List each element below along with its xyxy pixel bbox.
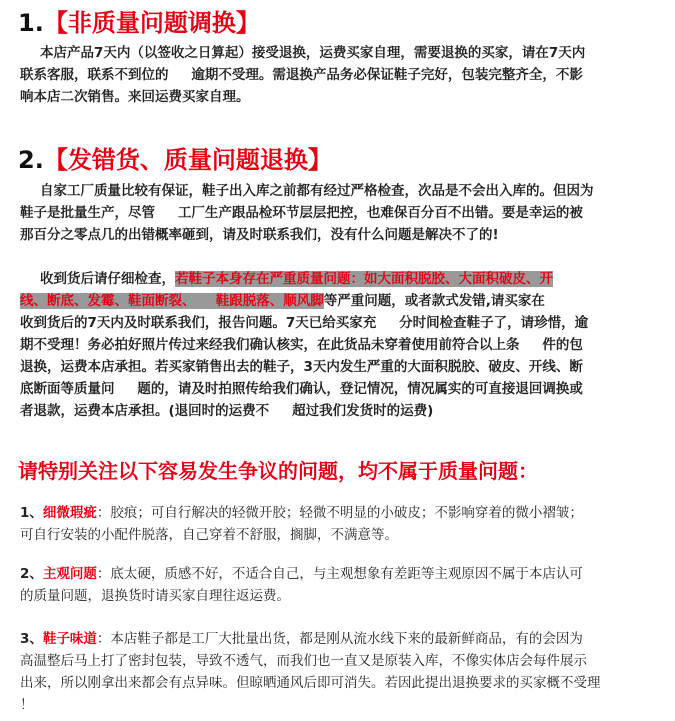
item-shoe-odor xyxy=(20,628,660,716)
section2-line: 那百分之零点几的出错概率砸到，请及时联系我们，没有什么问题是解决不了的! xyxy=(20,227,499,243)
item-text: ：底太硬，质感不好，不适合自己，与主观想象有差距等主观原因不属于本店认可 xyxy=(96,566,583,582)
section2-line: 者退款，运费本店承担。(退回时的运费不 超过我们发货时的运费) xyxy=(20,403,434,419)
item-minor-flaws xyxy=(20,502,660,546)
section2-number: 2. xyxy=(18,146,44,174)
section2-line: 底断面等质量问 题的，请及时拍照传给我们确认，登记情况，情况属实的可直接退回调换或 xyxy=(20,381,583,397)
section2-line: 期不受理！务必拍好照片传过来经我们确认核实，在此货品未穿着使用前符合以上条 件的包 xyxy=(20,337,583,353)
highlight-quality-defects-cont: 线、断底、发霉、鞋面断裂、 鞋跟脱落、顺风脚 xyxy=(20,293,324,309)
section1-title: 【非质量问题调换】 xyxy=(43,9,260,37)
highlight-quality-defects: 若鞋子本身存在严重质量问题：如大面积脱胶、大面积破皮、开 xyxy=(175,271,553,287)
dispute-notice-banner: 请特别关注以下容易发生争议的问题，均不属于质量问题： xyxy=(18,459,538,483)
contact-text: ,请买家在 xyxy=(485,293,545,309)
item-line xyxy=(20,502,660,524)
item-line: 高温整后马上打了密封包装，导致不透气，而我们也一直又是原装入库，不像实体店会每件展示 xyxy=(20,653,587,669)
item-line xyxy=(20,628,660,650)
section1-number: 1. xyxy=(18,9,44,37)
item-index: 2、 xyxy=(20,566,43,582)
section2-paragraph-1 xyxy=(20,180,660,246)
intro-text: 收到货后请仔细检查， xyxy=(40,271,175,287)
section2-title: 【发错货、质量问题退换】 xyxy=(43,146,332,174)
item-text: ：胶痕；可自行解决的轻微开胶；轻微不明显的小破皮；不影响穿着的微小褶皱； xyxy=(96,505,583,521)
item-line xyxy=(20,563,660,585)
section2-line xyxy=(20,268,660,290)
item-label: 鞋子味道 xyxy=(42,631,97,647)
section2-heading xyxy=(18,145,332,175)
section2-line: 收到货后的7天内及时联系我们，报告问题。7天已给买家充 分时间检查鞋子了，请珍惜，逾 xyxy=(20,315,589,331)
item-line: 出来，所以刚拿出来都会有点异味。但晾晒通风后即可消失。若因此提出退换要求的买家概不受理 xyxy=(20,675,601,691)
item-line: ！ xyxy=(20,697,34,713)
section2-line: 退换，运费本店承担。若买家销售出去的鞋子，3天内发生严重的大面积脱胶、破皮、开线、断 xyxy=(20,359,583,375)
item-line: 可自行安装的小配件脱落，自己穿着不舒服，搁脚，不满意等。 xyxy=(20,527,398,543)
section1-heading xyxy=(18,8,260,38)
item-label: 主观问题 xyxy=(42,566,97,582)
item-index: 1、 xyxy=(20,505,43,521)
item-line: 的质量问题，退换货时请买家自理往返运费。 xyxy=(20,588,290,604)
item-index: 3、 xyxy=(20,631,43,647)
section2-line xyxy=(20,290,660,312)
section1-line: 响本店二次销售。来回运费买家自理。 xyxy=(20,89,250,105)
serious-issues-text: 等严重问题，或者款式发错 xyxy=(323,293,486,309)
section2-line: 鞋子是批量生产，尽管 工厂生产跟品检环节层层把控，也难保百分百不出错。要是幸运的被 xyxy=(20,205,583,221)
section2-paragraph-2 xyxy=(20,268,660,422)
section1-line: 本店产品7天内（以签收之日算起）接受退换，运费买家自理，需要退换的买家，请在7天内 xyxy=(40,45,586,61)
item-subjective xyxy=(20,563,660,607)
section1-line: 联系客服，联系不到位的 逾期不受理。需退换产品务必保证鞋子完好，包装完整齐全，不影 xyxy=(20,67,583,83)
item-text: ：本店鞋子都是工厂大批量出货，都是刚从流水线下来的最新鲜商品，有的会因为 xyxy=(96,631,583,647)
item-label: 细微瑕疵 xyxy=(42,505,97,521)
section1-paragraph xyxy=(20,42,660,108)
section2-line: 自家工厂质量比较有保证，鞋子出入库之前都有经过严格检查，次品是不会出入库的。但因为 xyxy=(40,183,594,199)
